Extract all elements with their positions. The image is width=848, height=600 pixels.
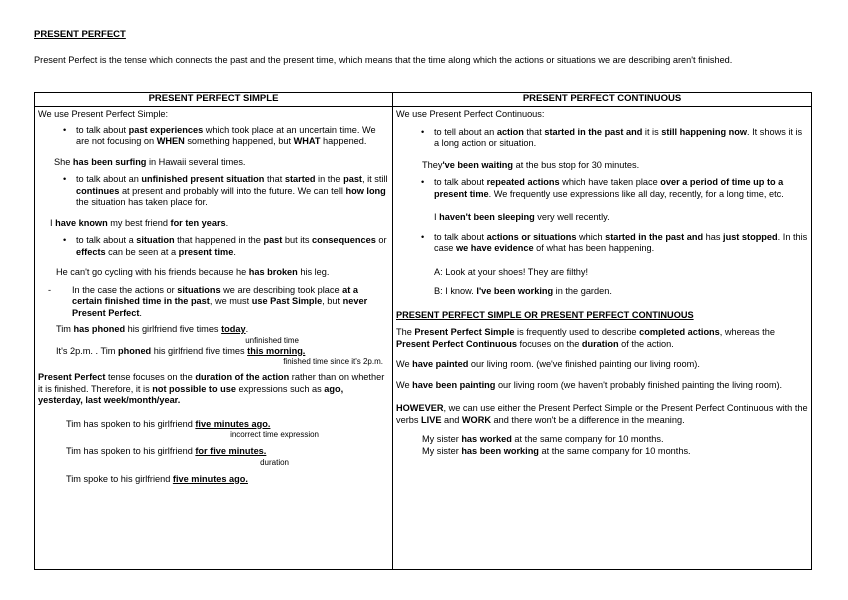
continuous-bullet-2: • to talk about repeated actions which have taken place over a period of time up to a present time. We frequently use expressions like all day, recently, for a long time, etc. xyxy=(396,177,808,200)
simple-example-1: She has been surfing in Hawaii several times. xyxy=(54,156,246,167)
continuous-example-a: A: Look at your shoes! They are filthy! xyxy=(434,266,589,277)
comparison-example-1: My sister has worked at the same company for 10 months. xyxy=(422,434,664,444)
simple-example-2: I have known my best friend for ten years. xyxy=(50,217,229,228)
simple-note-7: duration xyxy=(260,457,289,467)
simple-bullet-3: • to talk about a situation that happened in the past but its consequences or effects can be seen at a present time. xyxy=(38,235,389,258)
header-continuous: PRESENT PERFECT CONTINUOUS xyxy=(393,93,812,107)
comparison-table xyxy=(34,92,812,570)
simple-example-5: It's 2p.m. . Tim phoned his girlfriend five times this morning. xyxy=(56,345,306,356)
simple-note-4: unfinished time xyxy=(245,335,299,345)
comparison-example-2: My sister has been working at the same company for 10 months. xyxy=(422,445,691,456)
simple-note-6: incorrect time expression xyxy=(230,430,319,439)
simple-bullet-1: • to talk about past experiences which took place at an uncertain time. We are not focusing on WHEN something happened, but WHAT happened. xyxy=(38,125,389,148)
continuous-column xyxy=(393,107,812,570)
simple-example-6: Tim has spoken to his girlfriend five minutes ago. xyxy=(66,418,271,429)
comparison-paragraph-4: HOWEVER, we can use either the Present Perfect Simple or the Present Perfect Continuous with the verbs LIVE and WORK and there won't be a difference in the meaning. xyxy=(396,403,808,425)
continuous-bullet-3: • to talk about actions or situations which started in the past and has just stopped. In this case we have evidence of what has been happening. xyxy=(396,232,808,255)
simple-example-7: Tim has spoken to his girlfriend for five minutes. xyxy=(66,446,267,456)
simple-example-3: He can't go cycling with his friends because he has broken his leg. xyxy=(56,267,330,277)
simple-note-5: finished time since it's 2p.m. xyxy=(283,357,383,366)
simple-dash-note: - In the case the actions or situations we are describing took place at a certain finished time in the past, we must use Past Simple, but never Present Perfect. xyxy=(38,285,389,320)
intro-paragraph: Present Perfect is the tense which connects the past and the present time, which means that the time along which the actions or situations we are describing aren't finished. xyxy=(34,55,733,65)
simple-example-8: Tim spoke to his girlfriend five minutes ago. xyxy=(66,473,248,484)
simple-example-4: Tim has phoned his girlfriend five times today. xyxy=(56,324,249,334)
comparison-section-title: PRESENT PERFECT SIMPLE OR PRESENT PERFECT CONTINUOUS xyxy=(396,309,694,320)
comparison-paragraph-3: We have been painting our living room (we haven't probably finished painting the living room). xyxy=(396,379,783,390)
continuous-example-b: B: I know. I've been working in the garden. xyxy=(434,286,612,296)
simple-column xyxy=(35,107,393,570)
comparison-paragraph-2: We have painted our living room. (we've finished painting our living room). xyxy=(396,359,700,369)
continuous-example-2: I haven't been sleeping very well recently. xyxy=(434,212,610,222)
page-title: PRESENT PERFECT xyxy=(34,29,126,40)
continuous-example-1: They've been waiting at the bus stop for 30 minutes. xyxy=(422,159,640,170)
comparison-paragraph-1: The Present Perfect Simple is frequently used to describe completed actions, whereas the Present Perfect Continuous focuses on the duration of the action. xyxy=(396,327,775,349)
header-simple: PRESENT PERFECT SIMPLE xyxy=(35,93,393,107)
simple-paragraph: Present Perfect tense focuses on the duration of the action rather than on whether it is finished. Therefore, it is not possible to use expressions such as ago, yesterday, last week/month/year. xyxy=(38,372,385,405)
continuous-lead: We use Present Perfect Continuous: xyxy=(396,109,545,119)
continuous-bullet-1: • to tell about an action that started in the past and it is still happening now. It shows it is a long action or situation. xyxy=(396,127,808,150)
simple-lead: We use Present Perfect Simple: xyxy=(38,109,169,119)
simple-bullet-2: • to talk about an unfinished present situation that started in the past, it still continues at present and probably will into the future. We can tell how long the situation has taken place for. xyxy=(38,174,389,209)
